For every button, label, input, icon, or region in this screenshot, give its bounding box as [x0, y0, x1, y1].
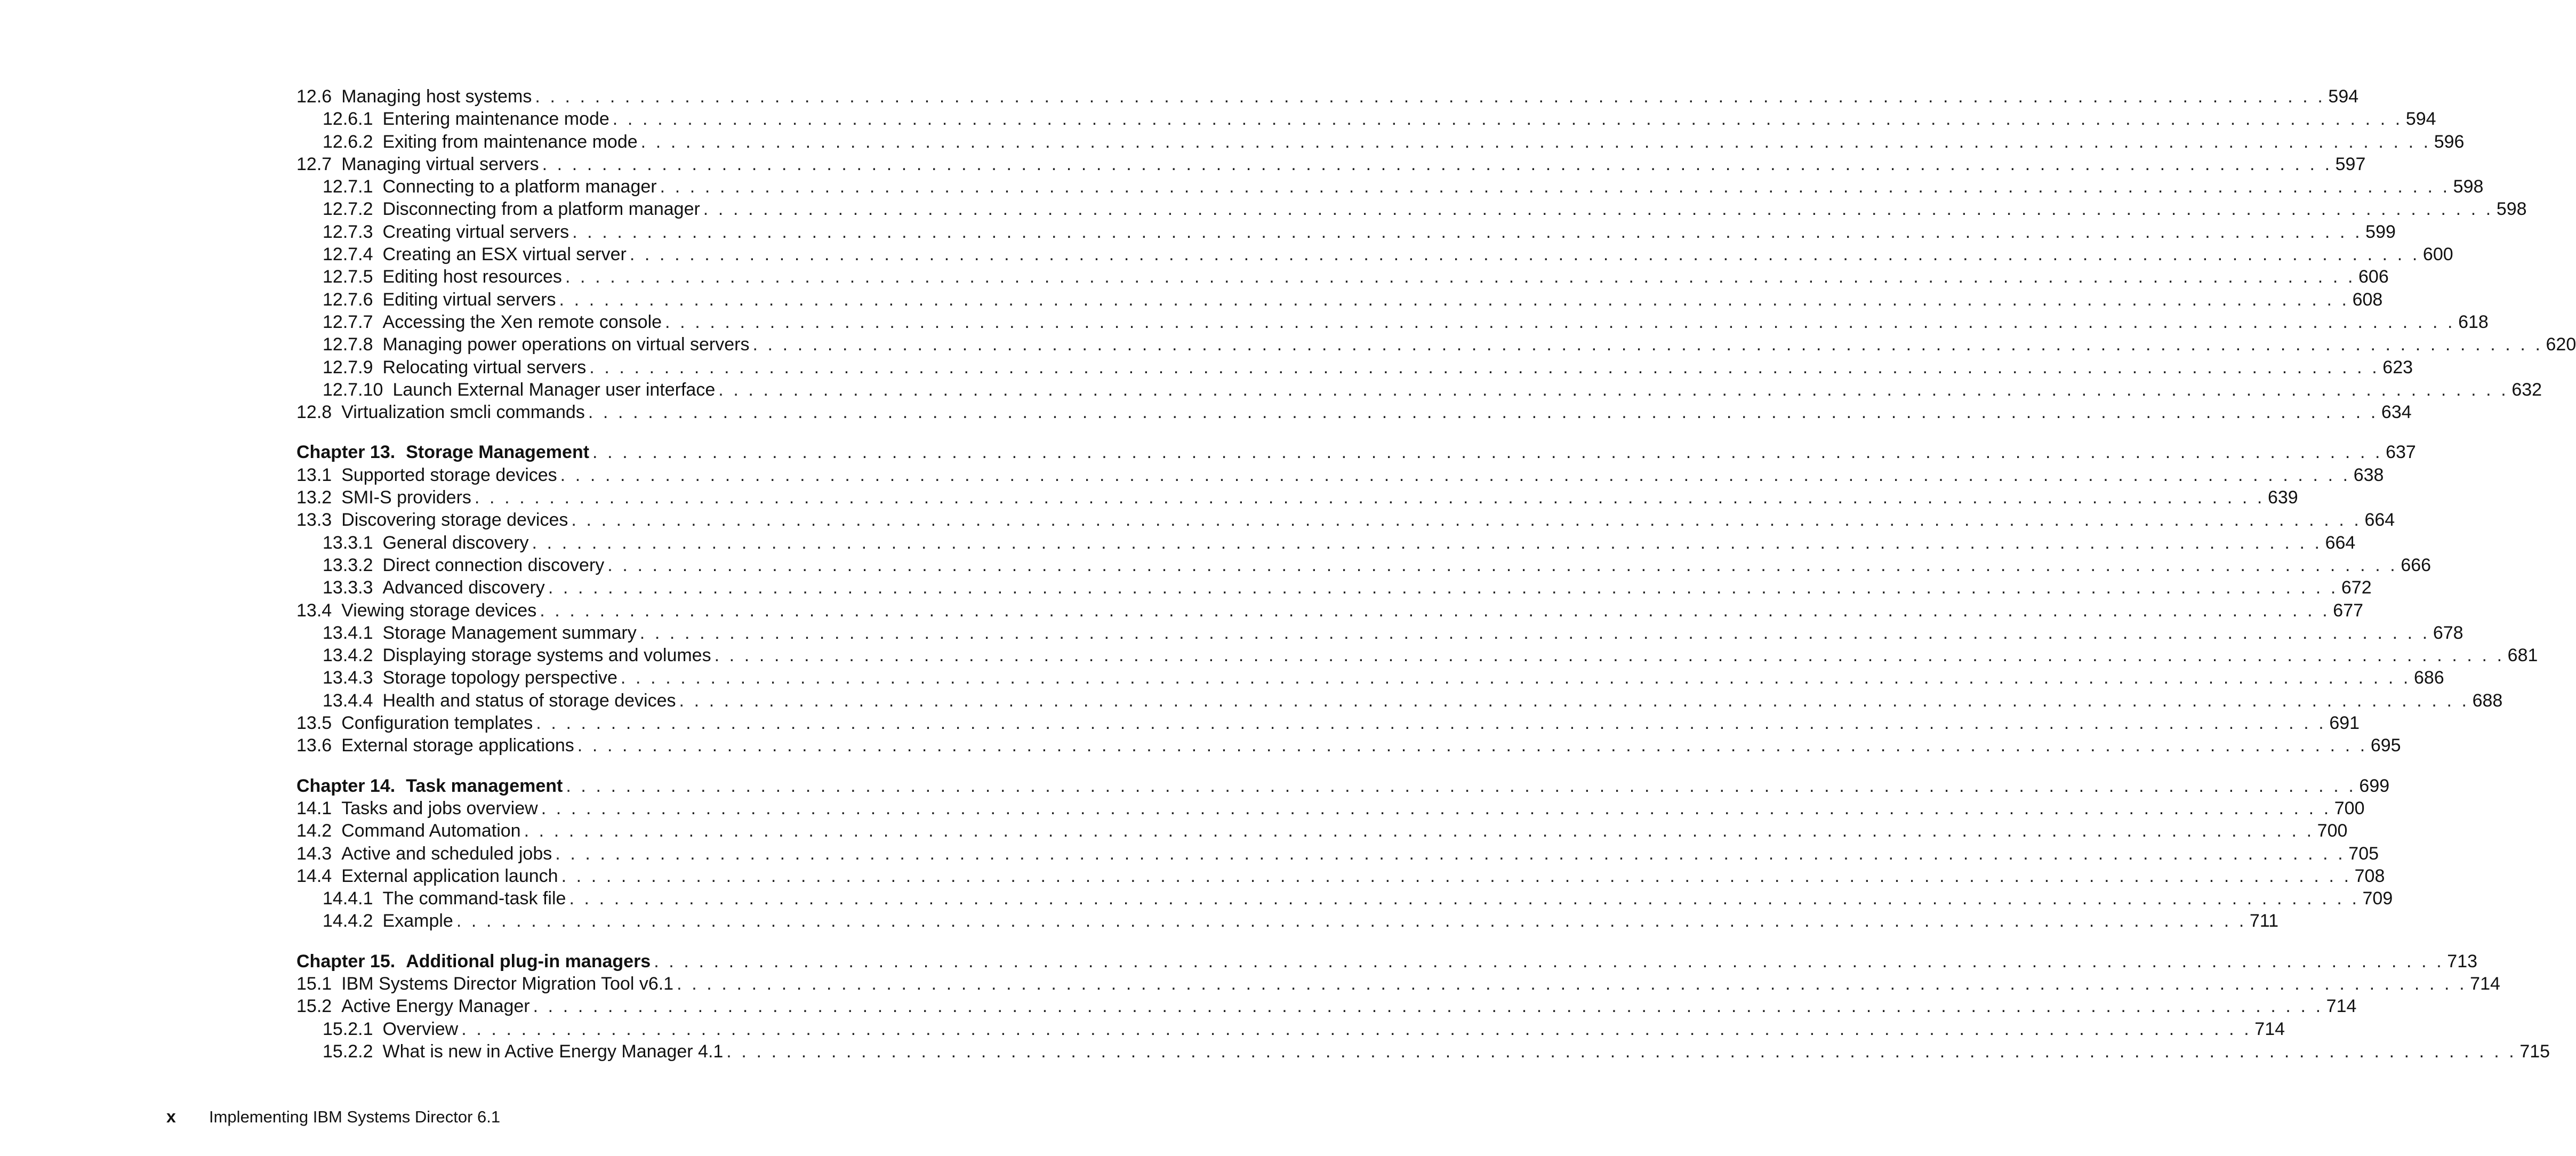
toc-entry [296, 509, 2395, 531]
toc-entry-number: 12.8 [296, 402, 332, 423]
toc-entry [296, 153, 2366, 175]
toc-entry-number: Chapter 14. [296, 775, 396, 796]
toc-entry-title: Command Automation [341, 821, 521, 841]
dot-leader: . . . . . . . . . . . . . . . . . . . . . . . . . . . . . . . . . . . . . . . . . . . . . . . . . . . . . . . . . . . . . . . . . . . . . . . . . . . . . . . . . . . . . . . . . . . . . . . . . . . . . . . . . . . . . . . . . . . . . . . . [559, 289, 2349, 310]
dot-leader: . . . . . . . . . . . . . . . . . . . . . . . . . . . . . . . . . . . . . . . . . . . . . . . . . . . . . . . . . . . . . . . . . . . . . . . . . . . . . . . . . . . . . . . . . . . . . . . . . . . . . . . . . . . . . . . . . . . . . . . . [577, 735, 2368, 756]
toc-entry [296, 554, 2431, 576]
table-of-contents [296, 85, 2576, 1063]
toc-entry-page: 705 [2348, 843, 2379, 864]
toc-entry [296, 108, 2436, 130]
toc-entry-page: 686 [2413, 668, 2444, 688]
dot-leader: . . . . . . . . . . . . . . . . . . . . . . . . . . . . . . . . . . . . . . . . . . . . . . . . . . . . . . . . . . . . . . . . . . . . . . . . . . . . . . . . . . . . . . . . . . . . . . . . . . . . . . . . . . . . . . . . . . . . . . . . [524, 821, 2314, 841]
toc-entry-title: Managing host systems [341, 86, 532, 107]
toc-entry-number: 14.4.1 [323, 888, 373, 909]
toc-entry-title: Exiting from maintenance mode [382, 131, 638, 152]
toc-entry [296, 667, 2444, 689]
toc-entry-page: 606 [2358, 267, 2389, 287]
toc-entry-title: Editing host resources [382, 267, 562, 287]
toc-entry-page: 681 [2507, 645, 2538, 666]
toc-entry-title: Editing virtual servers [382, 289, 556, 310]
toc-entry [296, 1040, 2550, 1063]
toc-entry-title: Entering maintenance mode [382, 109, 609, 130]
toc-entry [296, 288, 2383, 311]
toc-entry [296, 712, 2360, 734]
toc-entry-page: 672 [2341, 577, 2372, 598]
toc-entry-title: Accessing the Xen remote console [382, 311, 662, 332]
dot-leader: . . . . . . . . . . . . . . . . . . . . . . . . . . . . . . . . . . . . . . . . . . . . . . . . . . . . . . . . . . . . . . . . . . . . . . . . . . . . . . . . . . . . . . . . . . . . . . . . . . . . . . . . . . . . . . . . . . . . . . . . [639, 622, 2430, 643]
dot-leader: . . . . . . . . . . . . . . . . . . . . . . . . . . . . . . . . . . . . . . . . . . . . . . . . . . . . . . . . . . . . . . . . . . . . . . . . . . . . . . . . . . . . . . . . . . . . . . . . . . . . . . . . . . . . . . . . . . . . . . . . [703, 199, 2493, 220]
toc-entry-title: Supported storage devices [341, 464, 557, 485]
toc-entry-title: Creating virtual servers [382, 221, 569, 242]
toc-entry-page: 688 [2472, 690, 2503, 711]
dot-leader: . . . . . . . . . . . . . . . . . . . . . . . . . . . . . . . . . . . . . . . . . . . . . . . . . . . . . . . . . . . . . . . . . . . . . . . . . . . . . . . . . . . . . . . . . . . . . . . . . . . . . . . . . . . . . . . . . . . . . . . . [726, 1041, 2517, 1062]
toc-entry-page: 598 [2496, 199, 2527, 220]
dot-leader: . . . . . . . . . . . . . . . . . . . . . . . . . . . . . . . . . . . . . . . . . . . . . . . . . . . . . . . . . . . . . . . . . . . . . . . . . . . . . . . . . . . . . . . . . . . . . . . . . . . . . . . . . . . . . . . . . . . . . . . . [714, 645, 2505, 666]
dot-leader: . . . . . . . . . . . . . . . . . . . . . . . . . . . . . . . . . . . . . . . . . . . . . . . . . . . . . . . . . . . . . . . . . . . . . . . . . . . . . . . . . . . . . . . . . . . . . . . . . . . . . . . . . . . . . . . . . . . . . . . . [560, 464, 2350, 485]
dot-leader: . . . . . . . . . . . . . . . . . . . . . . . . . . . . . . . . . . . . . . . . . . . . . . . . . . . . . . . . . . . . . . . . . . . . . . . . . . . . . . . . . . . . . . . . . . . . . . . . . . . . . . . . . . . . . . . . . . . . . . . . [533, 996, 2323, 1017]
toc-entry-title: Relocating virtual servers [382, 357, 587, 378]
toc-entry-title: Active Energy Manager [341, 996, 530, 1017]
toc-entry-page: 608 [2352, 289, 2383, 310]
toc-entry [296, 689, 2503, 712]
toc-entry-page: 623 [2382, 357, 2413, 378]
toc-entry [296, 865, 2385, 887]
toc-entry [296, 842, 2379, 865]
dot-leader: . . . . . . . . . . . . . . . . . . . . . . . . . . . . . . . . . . . . . . . . . . . . . . . . . . . . . . . . . . . . . . . . . . . . . . . . . . . . . . . . . . . . . . . . . . . . . . . . . . . . . . . . . . . . . . . . . . . . . . . . [665, 311, 2455, 332]
toc-entry-page: 691 [2329, 713, 2360, 734]
toc-entry-number: 12.7.8 [323, 334, 373, 355]
toc-entry-page: 594 [2405, 109, 2436, 130]
toc-entry-page: 666 [2401, 555, 2431, 575]
toc-entry-page: 714 [2254, 1018, 2285, 1039]
toc-entry-number: 12.7.9 [323, 357, 373, 378]
toc-entry-title: IBM Systems Director Migration Tool v6.1 [341, 973, 674, 994]
dot-leader: . . . . . . . . . . . . . . . . . . . . . . . . . . . . . . . . . . . . . . . . . . . . . . . . . . . . . . . . . . . . . . . . . . . . . . . . . . . . . . . . . . . . . . . . . . . . . . . . . . . . . . . . . . . . . . . . . . . . . . . . [555, 843, 2346, 864]
toc-entry [296, 486, 2298, 509]
toc-entry-title: Additional plug-in managers [406, 951, 651, 972]
dot-leader: . . . . . . . . . . . . . . . . . . . . . . . . . . . . . . . . . . . . . . . . . . . . . . . . . . . . . . . . . . . . . . . . . . . . . . . . . . . . . . . . . . . . . . . . . . . . . . . . . . . . . . . . . . . . . . . . . . . . . . . . [592, 442, 2383, 463]
page-number: x [166, 1107, 176, 1126]
toc-entry [296, 85, 2359, 108]
toc-entry-number: 15.2 [296, 996, 332, 1017]
toc-entry [296, 464, 2384, 486]
toc-entry-number: 13.4.3 [323, 668, 373, 688]
toc-entry-title: Overview [382, 1018, 459, 1039]
toc-entry-title: Storage topology perspective [382, 668, 617, 688]
dot-leader: . . . . . . . . . . . . . . . . . . . . . . . . . . . . . . . . . . . . . . . . . . . . . . . . . . . . . . . . . . . . . . . . . . . . . . . . . . . . . . . . . . . . . . . . . . . . . . . . . . . . . . . . . . . . . . . . . . . . . . . . [607, 555, 2398, 575]
toc-entry-number: 14.4 [296, 865, 332, 886]
toc-entry [296, 333, 2576, 356]
toc-entry-number: 12.7.3 [323, 221, 373, 242]
toc-entry-number: 13.4.4 [323, 690, 373, 711]
toc-entry-title: Advanced discovery [382, 577, 545, 598]
toc-entry-title: Example [382, 911, 453, 932]
toc-entry [296, 532, 2356, 554]
toc-entry-title: External storage applications [341, 735, 574, 756]
toc-entry-page: 714 [2326, 996, 2357, 1017]
dot-leader: . . . . . . . . . . . . . . . . . . . . . . . . . . . . . . . . . . . . . . . . . . . . . . . . . . . . . . . . . . . . . . . . . . . . . . . . . . . . . . . . . . . . . . . . . . . . . . . . . . . . . . . . . . . . . . . . . . . . . . . . [629, 244, 2420, 265]
toc-entry [296, 599, 2364, 622]
toc-entry-title: Launch External Manager user interface [392, 379, 716, 400]
toc-entry-page: 695 [2370, 735, 2401, 756]
toc-chapter-entry [296, 775, 2390, 797]
toc-entry [296, 131, 2465, 153]
toc-entry [296, 266, 2389, 288]
toc-entry [296, 910, 2279, 932]
toc-entry-page: 677 [2333, 600, 2364, 621]
toc-entry-page: 678 [2433, 622, 2463, 643]
dot-leader: . . . . . . . . . . . . . . . . . . . . . . . . . . . . . . . . . . . . . . . . . . . . . . . . . . . . . . . . . . . . . . . . . . . . . . . . . . . . . . . . . . . . . . . . . . . . . . . . . . . . . . . . . . . . . . . . . . . . . . . . [752, 334, 2543, 355]
book-title: Implementing IBM Systems Director 6.1 [209, 1107, 501, 1126]
toc-entry-page: 709 [2362, 888, 2393, 909]
dot-leader: . . . . . . . . . . . . . . . . . . . . . . . . . . . . . . . . . . . . . . . . . . . . . . . . . . . . . . . . . . . . . . . . . . . . . . . . . . . . . . . . . . . . . . . . . . . . . . . . . . . . . . . . . . . . . . . . . . . . . . . . [571, 510, 2362, 531]
toc-entry [296, 995, 2357, 1017]
toc-entry-title: Direct connection discovery [382, 555, 605, 575]
toc-entry-number: 12.6.2 [323, 131, 373, 152]
dot-leader: . . . . . . . . . . . . . . . . . . . . . . . . . . . . . . . . . . . . . . . . . . . . . . . . . . . . . . . . . . . . . . . . . . . . . . . . . . . . . . . . . . . . . . . . . . . . . . . . . . . . . . . . . . . . . . . . . . . . . . . . [640, 131, 2431, 152]
toc-entry-page: 713 [2447, 951, 2478, 972]
toc-entry-title: Creating an ESX virtual server [382, 244, 627, 265]
toc-entry-title: Storage Management summary [382, 622, 637, 643]
toc-entry [296, 622, 2463, 644]
toc-entry-number: 15.2.1 [323, 1018, 373, 1039]
toc-entry-page: 594 [2328, 86, 2359, 107]
toc-entry-number: 12.6 [296, 86, 332, 107]
toc-entry-number: 15.1 [296, 973, 332, 994]
toc-entry-number: 13.4 [296, 600, 332, 621]
toc-entry-page: 664 [2364, 510, 2395, 531]
dot-leader: . . . . . . . . . . . . . . . . . . . . . . . . . . . . . . . . . . . . . . . . . . . . . . . . . . . . . . . . . . . . . . . . . . . . . . . . . . . . . . . . . . . . . . . . . . . . . . . . . . . . . . . . . . . . . . . . . . . . . . . . [536, 713, 2326, 734]
page-footer [166, 1106, 500, 1128]
dot-leader: . . . . . . . . . . . . . . . . . . . . . . . . . . . . . . . . . . . . . . . . . . . . . . . . . . . . . . . . . . . . . . . . . . . . . . . . . . . . . . . . . . . . . . . . . . . . . . . . . . . . . . . . . . . . . . . . . . . . . . . . [461, 1018, 2252, 1039]
toc-entry-page: 598 [2453, 176, 2484, 197]
toc-entry-number: 13.3 [296, 510, 332, 531]
toc-entry-title: Displaying storage systems and volumes [382, 645, 711, 666]
dot-leader: . . . . . . . . . . . . . . . . . . . . . . . . . . . . . . . . . . . . . . . . . . . . . . . . . . . . . . . . . . . . . . . . . . . . . . . . . . . . . . . . . . . . . . . . . . . . . . . . . . . . . . . . . . . . . . . . . . . . . . . . [548, 577, 2338, 598]
dot-leader: . . . . . . . . . . . . . . . . . . . . . . . . . . . . . . . . . . . . . . . . . . . . . . . . . . . . . . . . . . . . . . . . . . . . . . . . . . . . . . . . . . . . . . . . . . . . . . . . . . . . . . . . . . . . . . . . . . . . . . . . [589, 357, 2380, 378]
toc-entry-number: 14.1 [296, 798, 332, 818]
toc-entry [296, 1018, 2285, 1040]
dot-leader: . . . . . . . . . . . . . . . . . . . . . . . . . . . . . . . . . . . . . . . . . . . . . . . . . . . . . . . . . . . . . . . . . . . . . . . . . . . . . . . . . . . . . . . . . . . . . . . . . . . . . . . . . . . . . . . . . . . . . . . . [532, 532, 2322, 553]
toc-entry-page: 620 [2546, 334, 2576, 355]
toc-entry [296, 311, 2489, 333]
dot-leader: . . . . . . . . . . . . . . . . . . . . . . . . . . . . . . . . . . . . . . . . . . . . . . . . . . . . . . . . . . . . . . . . . . . . . . . . . . . . . . . . . . . . . . . . . . . . . . . . . . . . . . . . . . . . . . . . . . . . . . . . [561, 865, 2352, 886]
toc-entry [296, 576, 2372, 599]
toc-entry-page: 600 [2422, 244, 2453, 265]
toc-entry-title: Virtualization smcli commands [341, 402, 585, 423]
toc-entry-number: 13.6 [296, 735, 332, 756]
toc-entry-page: 597 [2335, 154, 2366, 174]
toc-entry-page: 618 [2458, 311, 2489, 332]
toc-entry-title: Active and scheduled jobs [341, 843, 552, 864]
toc-entry-number: 13.5 [296, 713, 332, 734]
toc-entry-page: 700 [2334, 798, 2365, 818]
toc-entry-page: 596 [2434, 131, 2465, 152]
dot-leader: . . . . . . . . . . . . . . . . . . . . . . . . . . . . . . . . . . . . . . . . . . . . . . . . . . . . . . . . . . . . . . . . . . . . . . . . . . . . . . . . . . . . . . . . . . . . . . . . . . . . . . . . . . . . . . . . . . . . . . . . [566, 775, 2356, 796]
toc-entry-page: 708 [2354, 865, 2385, 886]
toc-entry-number: 12.7.4 [323, 244, 373, 265]
dot-leader: . . . . . . . . . . . . . . . . . . . . . . . . . . . . . . . . . . . . . . . . . . . . . . . . . . . . . . . . . . . . . . . . . . . . . . . . . . . . . . . . . . . . . . . . . . . . . . . . . . . . . . . . . . . . . . . . . . . . . . . . [679, 690, 2469, 711]
dot-leader: . . . . . . . . . . . . . . . . . . . . . . . . . . . . . . . . . . . . . . . . . . . . . . . . . . . . . . . . . . . . . . . . . . . . . . . . . . . . . . . . . . . . . . . . . . . . . . . . . . . . . . . . . . . . . . . . . . . . . . . . [718, 379, 2509, 400]
toc-entry-title: Discovering storage devices [341, 510, 568, 531]
toc-entry-number: 13.4.1 [323, 622, 373, 643]
toc-entry-page: 632 [2511, 379, 2542, 400]
toc-entry-page: 714 [2470, 973, 2500, 994]
toc-entry-number: 12.7 [296, 154, 332, 174]
toc-entry-title: External application launch [341, 865, 558, 886]
toc-entry-page: 637 [2386, 442, 2416, 463]
toc-entry-number: Chapter 13. [296, 442, 396, 463]
toc-entry-number: 12.7.10 [323, 379, 383, 400]
toc-entry-number: 13.1 [296, 464, 332, 485]
toc-entry-number: 13.3.2 [323, 555, 373, 575]
toc-entry-number: 13.2 [296, 487, 332, 508]
toc-entry-number: 12.7.2 [323, 199, 373, 220]
toc-entry-title: Storage Management [406, 442, 590, 463]
dot-leader: . . . . . . . . . . . . . . . . . . . . . . . . . . . . . . . . . . . . . . . . . . . . . . . . . . . . . . . . . . . . . . . . . . . . . . . . . . . . . . . . . . . . . . . . . . . . . . . . . . . . . . . . . . . . . . . . . . . . . . . . [542, 154, 2332, 174]
dot-leader: . . . . . . . . . . . . . . . . . . . . . . . . . . . . . . . . . . . . . . . . . . . . . . . . . . . . . . . . . . . . . . . . . . . . . . . . . . . . . . . . . . . . . . . . . . . . . . . . . . . . . . . . . . . . . . . . . . . . . . . . [588, 402, 2378, 423]
toc-entry-number: 14.3 [296, 843, 332, 864]
dot-leader: . . . . . . . . . . . . . . . . . . . . . . . . . . . . . . . . . . . . . . . . . . . . . . . . . . . . . . . . . . . . . . . . . . . . . . . . . . . . . . . . . . . . . . . . . . . . . . . . . . . . . . . . . . . . . . . . . . . . . . . . [612, 109, 2403, 130]
toc-entry-page: 711 [2249, 911, 2279, 932]
dot-leader: . . . . . . . . . . . . . . . . . . . . . . . . . . . . . . . . . . . . . . . . . . . . . . . . . . . . . . . . . . . . . . . . . . . . . . . . . . . . . . . . . . . . . . . . . . . . . . . . . . . . . . . . . . . . . . . . . . . . . . . . [620, 668, 2411, 688]
toc-entry-number: 12.7.5 [323, 267, 373, 287]
toc-entry-title: What is new in Active Energy Manager 4.1 [382, 1041, 724, 1062]
toc-entry [296, 243, 2453, 266]
toc-entry [296, 887, 2393, 910]
toc-entry-number: 12.6.1 [323, 109, 373, 130]
toc-entry-page: 699 [2359, 775, 2390, 796]
toc-entry-number: Chapter 15. [296, 951, 396, 972]
toc-entry-title: General discovery [382, 532, 529, 553]
toc-entry-title: Connecting to a platform manager [382, 176, 657, 197]
toc-entry-number: 12.7.1 [323, 176, 373, 197]
toc-entry [296, 198, 2527, 220]
toc-entry [296, 820, 2348, 842]
dot-leader: . . . . . . . . . . . . . . . . . . . . . . . . . . . . . . . . . . . . . . . . . . . . . . . . . . . . . . . . . . . . . . . . . . . . . . . . . . . . . . . . . . . . . . . . . . . . . . . . . . . . . . . . . . . . . . . . . . . . . . . . [456, 911, 2246, 932]
toc-entry-title: SMI-S providers [341, 487, 471, 508]
toc-chapter-entry [296, 950, 2478, 973]
toc-entry-number: 12.7.6 [323, 289, 373, 310]
toc-entry-number: 14.4.2 [323, 911, 373, 932]
dot-leader: . . . . . . . . . . . . . . . . . . . . . . . . . . . . . . . . . . . . . . . . . . . . . . . . . . . . . . . . . . . . . . . . . . . . . . . . . . . . . . . . . . . . . . . . . . . . . . . . . . . . . . . . . . . . . . . . . . . . . . . . [569, 888, 2360, 909]
dot-leader: . . . . . . . . . . . . . . . . . . . . . . . . . . . . . . . . . . . . . . . . . . . . . . . . . . . . . . . . . . . . . . . . . . . . . . . . . . . . . . . . . . . . . . . . . . . . . . . . . . . . . . . . . . . . . . . . . . . . . . . . [565, 267, 2355, 287]
toc-entry-page: 639 [2267, 487, 2298, 508]
toc-entry-title: Managing power operations on virtual servers [382, 334, 750, 355]
toc-entry-number: 13.3.1 [323, 532, 373, 553]
toc-entry [296, 379, 2542, 401]
toc-entry-page: 664 [2325, 532, 2356, 553]
toc-chapter-entry [296, 441, 2416, 463]
dot-leader: . . . . . . . . . . . . . . . . . . . . . . . . . . . . . . . . . . . . . . . . . . . . . . . . . . . . . . . . . . . . . . . . . . . . . . . . . . . . . . . . . . . . . . . . . . . . . . . . . . . . . . . . . . . . . . . . . . . . . . . . [474, 487, 2265, 508]
toc-entry-title: Viewing storage devices [341, 600, 537, 621]
toc-entry-number: 12.7.7 [323, 311, 373, 332]
toc-entry [296, 797, 2365, 820]
toc-entry-page: 634 [2381, 402, 2412, 423]
dot-leader: . . . . . . . . . . . . . . . . . . . . . . . . . . . . . . . . . . . . . . . . . . . . . . . . . . . . . . . . . . . . . . . . . . . . . . . . . . . . . . . . . . . . . . . . . . . . . . . . . . . . . . . . . . . . . . . . . . . . . . . . [654, 951, 2444, 972]
dot-leader: . . . . . . . . . . . . . . . . . . . . . . . . . . . . . . . . . . . . . . . . . . . . . . . . . . . . . . . . . . . . . . . . . . . . . . . . . . . . . . . . . . . . . . . . . . . . . . . . . . . . . . . . . . . . . . . . . . . . . . . . [572, 221, 2363, 242]
toc-entry-title: Health and status of storage devices [382, 690, 676, 711]
toc-entry [296, 356, 2413, 379]
dot-leader: . . . . . . . . . . . . . . . . . . . . . . . . . . . . . . . . . . . . . . . . . . . . . . . . . . . . . . . . . . . . . . . . . . . . . . . . . . . . . . . . . . . . . . . . . . . . . . . . . . . . . . . . . . . . . . . . . . . . . . . . [541, 798, 2331, 818]
toc-entry-title: Managing virtual servers [341, 154, 539, 174]
toc-entry [296, 644, 2538, 667]
dot-leader: . . . . . . . . . . . . . . . . . . . . . . . . . . . . . . . . . . . . . . . . . . . . . . . . . . . . . . . . . . . . . . . . . . . . . . . . . . . . . . . . . . . . . . . . . . . . . . . . . . . . . . . . . . . . . . . . . . . . . . . . [540, 600, 2330, 621]
toc-entry [296, 734, 2401, 757]
toc-entry [296, 175, 2484, 198]
toc-entry [296, 973, 2500, 995]
toc-entry-page: 599 [2365, 221, 2396, 242]
dot-leader: . . . . . . . . . . . . . . . . . . . . . . . . . . . . . . . . . . . . . . . . . . . . . . . . . . . . . . . . . . . . . . . . . . . . . . . . . . . . . . . . . . . . . . . . . . . . . . . . . . . . . . . . . . . . . . . . . . . . . . . . [660, 176, 2450, 197]
toc-entry-title: Tasks and jobs overview [341, 798, 538, 818]
dot-leader: . . . . . . . . . . . . . . . . . . . . . . . . . . . . . . . . . . . . . . . . . . . . . . . . . . . . . . . . . . . . . . . . . . . . . . . . . . . . . . . . . . . . . . . . . . . . . . . . . . . . . . . . . . . . . . . . . . . . . . . . [677, 973, 2467, 994]
toc-entry [296, 221, 2396, 243]
toc-entry-number: 14.2 [296, 821, 332, 841]
toc-entry-number: 13.4.2 [323, 645, 373, 666]
toc-entry-page: 638 [2353, 464, 2384, 485]
toc-entry-page: 715 [2519, 1041, 2550, 1062]
toc-entry [296, 401, 2412, 423]
toc-entry-title: Disconnecting from a platform manager [382, 199, 700, 220]
toc-entry-page: 700 [2317, 821, 2348, 841]
toc-entry-title: Task management [406, 775, 563, 796]
toc-entry-number: 15.2.2 [323, 1041, 373, 1062]
dot-leader: . . . . . . . . . . . . . . . . . . . . . . . . . . . . . . . . . . . . . . . . . . . . . . . . . . . . . . . . . . . . . . . . . . . . . . . . . . . . . . . . . . . . . . . . . . . . . . . . . . . . . . . . . . . . . . . . . . . . . . . . [535, 86, 2325, 107]
toc-entry-title: Configuration templates [341, 713, 533, 734]
toc-entry-title: The command-task file [382, 888, 566, 909]
toc-entry-number: 13.3.3 [323, 577, 373, 598]
